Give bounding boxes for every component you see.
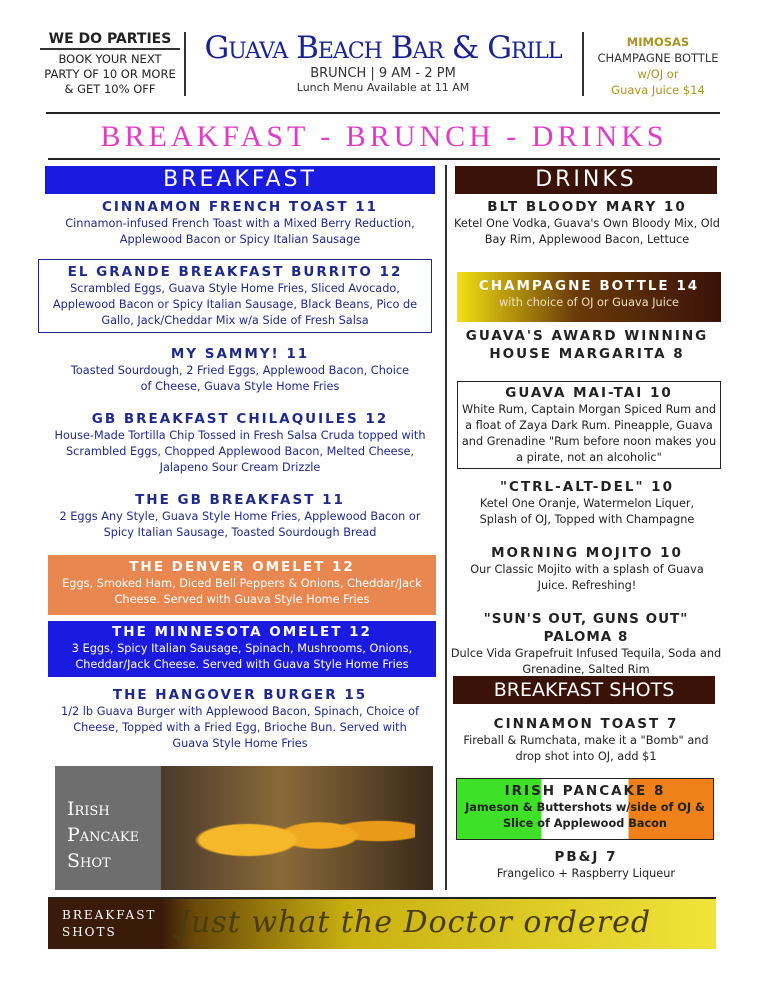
parties-promo [40, 32, 180, 97]
item-desc: with choice of OJ or Guava Juice [499, 296, 679, 309]
rule [48, 158, 720, 160]
menu-item [45, 491, 435, 541]
item-name: CINNAMON TOAST 7 [493, 716, 679, 732]
item-desc: Dulce Vida Grapefruit Infused Tequila, Soda and Grenadine, Salted Rim [450, 647, 722, 676]
item-desc: Jameson & Buttershots w/side of OJ & Slice of Applewood Bacon [465, 801, 705, 830]
drinks-header: DRINKS [455, 166, 717, 194]
promo-line: w/OJ or [637, 67, 679, 81]
menu-banner: BREAKFAST - BRUNCH - DRINKS [100, 120, 668, 153]
item-desc: Fireball & Rumchata, make it a "Bomb" and drop shot into OJ, add $1 [463, 734, 709, 763]
menu-item [462, 327, 712, 363]
menu-item [452, 198, 722, 248]
item-desc: White Rum, Captain Morgan Spiced Rum and a float of Zaya Dark Rum. Pineapple, Guava and Grenadine "Rum before noon makes you a pirate, not an alcoholic" [461, 403, 717, 464]
item-name: MY SAMMY! 11 [170, 346, 310, 362]
item-name: EL GRANDE BREAKFAST BURRITO 12 [67, 264, 403, 280]
breakfast-header: BREAKFAST [45, 166, 435, 194]
item-name: THE GB BREAKFAST 11 [135, 492, 345, 508]
footer-label: BREAKFAST [62, 908, 157, 922]
footer-label: SHOTS [62, 925, 117, 939]
item-desc: Frangelico + Raspberry Liqueur [496, 867, 676, 880]
menu-item [45, 345, 435, 395]
breakfast-shots-header: BREAKFAST SHOTS [453, 676, 715, 704]
menu-item [38, 259, 432, 333]
promo-line: & GET 10% OFF [64, 82, 156, 96]
menu-item [455, 715, 717, 765]
restaurant-header [188, 30, 578, 94]
mimosas-title: MIMOSAS [626, 35, 690, 49]
menu-item [457, 544, 717, 594]
divider [184, 32, 186, 96]
brunch-hours: BRUNCH | 9 AM - 2 PM [310, 66, 456, 81]
menu-item-highlight [457, 272, 721, 322]
item-name: THE MINNESOTA OMELET 12 [112, 624, 372, 640]
menu-item [45, 198, 435, 248]
item-desc: Our Classic Mojito with a splash of Guava Juice. Refreshing! [470, 563, 704, 592]
menu-item [45, 410, 435, 476]
item-name: IRISH PANCAKE 8 [504, 783, 666, 799]
photo-caption: Shot [67, 850, 111, 872]
promo-line: PARTY OF 10 OR MORE [44, 67, 176, 81]
menu-item [450, 610, 722, 678]
item-name: "CTRL-ALT-DEL" 10 [500, 479, 674, 495]
promo-line: Guava Juice $14 [611, 83, 705, 97]
item-desc: House-Made Tortilla Chip Tossed in Fresh Salsa Cruda topped with Scrambled Eggs, Chopped Applewood Bacon, Melted Cheese, Jalapeno Sour Cream Drizzle [54, 429, 426, 474]
item-name: GUAVA'S AWARD WINNING HOUSE MARGARITA 8 [465, 328, 709, 362]
rule [46, 112, 720, 114]
item-desc: 2 Eggs Any Style, Guava Style Home Fries, Applewood Bacon or Spicy Italian Sausage, Toasted Sourdough Bread [59, 510, 421, 539]
menu-item-highlight [48, 555, 436, 615]
item-name: GUAVA MAI-TAI 10 [505, 385, 673, 401]
item-desc: Ketel One Vodka, Guava's Own Bloody Mix, Old Bay Rim, Applewood Bacon, Lettuce [454, 217, 720, 246]
footer-banner [48, 899, 716, 949]
item-name: CINNAMON FRENCH TOAST 11 [101, 199, 379, 215]
item-desc: Eggs, Smoked Ham, Diced Bell Peppers & Onions, Cheddar/Jack Cheese. Served with Guava Style Home Fries [62, 577, 422, 606]
item-desc: Cinnamon-infused French Toast with a Mixed Berry Reduction, Applewood Bacon or Spicy Italian Sausage [65, 217, 415, 246]
promo-line: CHAMPAGNE BOTTLE [597, 51, 719, 65]
menu-item [462, 478, 712, 528]
photo-caption: Pancake [67, 824, 140, 846]
lunch-note: Lunch Menu Available at 11 AM [296, 81, 470, 94]
menu-item [457, 381, 721, 469]
item-name: THE HANGOVER BURGER 15 [112, 687, 368, 703]
column-divider [445, 165, 447, 890]
item-desc: Toasted Sourdough, 2 Fried Eggs, Applewood Bacon, Choice of Cheese, Guava Style Home Fries [70, 364, 410, 393]
menu-item-highlight [48, 621, 436, 677]
divider [582, 32, 584, 96]
restaurant-name: Guava Beach Bar & Grill [204, 30, 562, 66]
item-name: GB BREAKFAST CHILAQUILES 12 [91, 411, 389, 427]
item-name: BLT BLOODY MARY 10 [487, 199, 687, 215]
shot-glasses [175, 786, 415, 876]
item-name: THE DENVER OMELET 12 [129, 559, 355, 575]
menu-item [45, 686, 435, 752]
parties-title: WE DO PARTIES [40, 32, 180, 50]
item-name: CHAMPAGNE BOTTLE 14 [478, 278, 700, 294]
item-name: PB&J 7 [554, 849, 618, 865]
item-name: MORNING MOJITO 10 [491, 545, 683, 561]
footer-script: Just what the Doctor ordered [178, 905, 652, 940]
mimosas-promo [588, 34, 728, 98]
promo-line: BOOK YOUR NEXT [58, 52, 162, 66]
item-desc: Scrambled Eggs, Guava Style Home Fries, Sliced Avocado, Applewood Bacon or Spicy Italian Sausage, Black Beans, Pico de Gallo, Jack/Cheddar Mix w/a Side of Fresh Salsa [52, 282, 418, 327]
item-desc: 1/2 lb Guava Burger with Applewood Bacon, Spinach, Choice of Cheese, Topped with a Fried Egg, Brioche Bun. Served with Guava Style Home Fries [61, 705, 419, 750]
menu-item-highlight [456, 778, 714, 840]
photo-caption: Irish [67, 798, 110, 820]
item-desc: Ketel One Oranje, Watermelon Liquer, Splash of OJ, Topped with Champagne [479, 497, 695, 526]
item-name: "SUN'S OUT, GUNS OUT" PALOMA 8 [483, 611, 689, 645]
menu-item [455, 848, 717, 882]
irish-pancake-photo [55, 766, 433, 890]
item-desc: 3 Eggs, Spicy Italian Sausage, Spinach, Mushrooms, Onions, Cheddar/Jack Cheese. Served with Guava Style Home Fries [71, 642, 413, 671]
